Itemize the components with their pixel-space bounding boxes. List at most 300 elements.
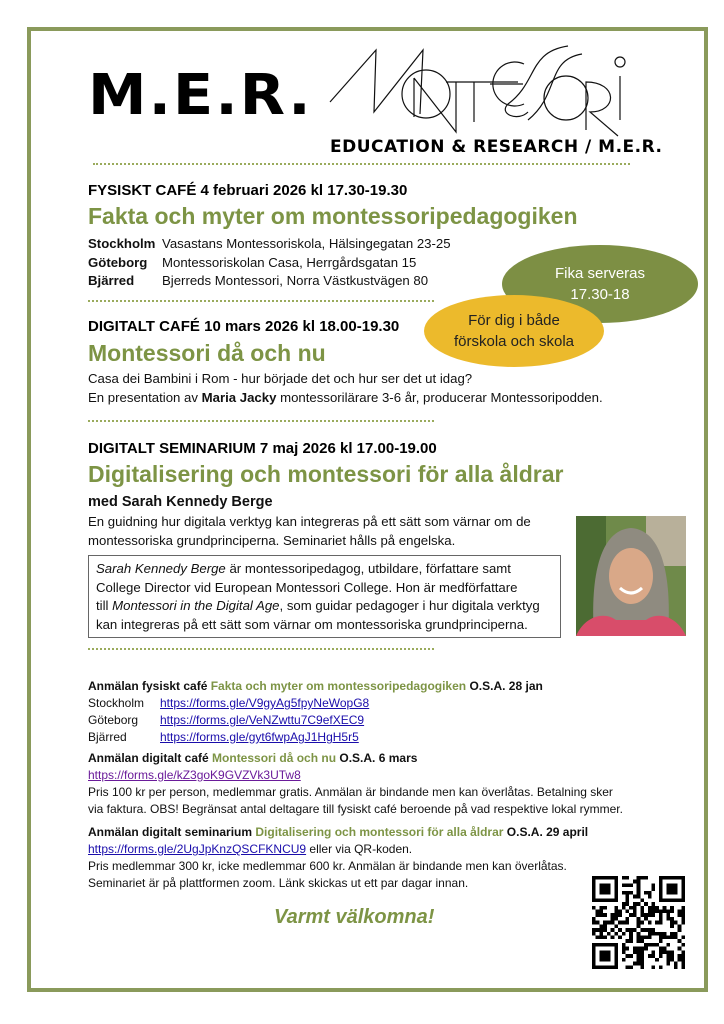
audience-badge <box>424 295 604 367</box>
qr-module <box>670 950 674 954</box>
seminar-info1: Pris medlemmar 300 kr, icke medlemmar 600 kr. Anmälan är bindande men kan överlåtas. <box>88 859 567 873</box>
speaker-bio-box <box>88 555 561 638</box>
registration-physical-heading <box>88 678 543 695</box>
qr-module <box>644 936 648 940</box>
qr-module <box>674 921 678 925</box>
qr-module <box>681 950 685 954</box>
qr-module <box>670 954 674 958</box>
separator <box>88 420 434 422</box>
qr-module <box>652 950 656 954</box>
qr-module <box>596 936 600 940</box>
qr-module <box>648 943 652 947</box>
logo-subtitle: EDUCATION & RESEARCH / M.E.R. <box>330 137 663 157</box>
qr-module <box>681 958 685 962</box>
qr-module <box>622 943 626 947</box>
qr-module <box>681 943 685 947</box>
separator <box>93 163 630 165</box>
registration-seminar <box>88 824 588 892</box>
qr-module <box>644 943 648 947</box>
qr-module <box>659 965 663 969</box>
qr-module <box>640 950 644 954</box>
qr-module <box>625 954 629 958</box>
qr-module <box>637 932 641 936</box>
qr-module <box>599 883 610 894</box>
qr-module <box>622 902 626 906</box>
logo-letter-o2 <box>544 76 588 120</box>
qr-module <box>674 962 678 966</box>
qr-module <box>640 954 644 958</box>
qr-module <box>611 928 615 932</box>
registration-link-digital-cafe[interactable]: https://forms.gle/kZ3goK9GVZVk3UTw8 <box>88 768 301 782</box>
qr-module <box>622 950 626 954</box>
logo-letter-m <box>330 50 423 114</box>
welcome-message: Varmt välkomna! <box>274 906 435 928</box>
qr-module <box>663 936 667 940</box>
qr-module <box>640 947 644 951</box>
qr-module <box>637 917 641 921</box>
qr-module <box>629 954 633 958</box>
qr-module <box>666 913 670 917</box>
qr-module <box>670 958 674 962</box>
qr-module <box>648 895 652 899</box>
qr-module <box>614 913 618 917</box>
qr-module <box>622 906 626 910</box>
qr-module <box>640 958 644 962</box>
event-1-locations <box>88 235 451 291</box>
registration-link-row <box>88 729 543 746</box>
qr-module <box>637 962 641 966</box>
qr-module <box>618 909 622 913</box>
qr-module <box>633 928 637 932</box>
qr-module <box>637 895 641 899</box>
qr-module <box>637 876 641 880</box>
qr-module <box>652 932 656 936</box>
qr-code[interactable] <box>592 876 685 969</box>
digital-cafe-info2: via faktura. OBS! Begränsat antal deltagare till fysiskt café beroende på vad respektive lokal rymmer. <box>88 802 623 816</box>
qr-module <box>678 954 682 958</box>
qr-module <box>592 928 596 932</box>
bio-line3 <box>96 597 553 616</box>
bio-line1 <box>96 560 553 579</box>
qr-module <box>599 928 603 932</box>
qr-module <box>633 950 637 954</box>
qr-module <box>625 895 629 899</box>
qr-module <box>659 932 663 936</box>
digital-cafe-info1: Pris 100 kr per person, medlemmar gratis. Anmälan är bindande men kan överlåtas. Betalning sker <box>88 785 613 799</box>
qr-module <box>659 947 663 951</box>
qr-module <box>648 906 652 910</box>
event-3-description <box>88 513 531 550</box>
qr-module <box>611 936 615 940</box>
qr-module <box>666 954 670 958</box>
qr-module <box>603 924 607 928</box>
qr-module <box>599 906 603 910</box>
registration-link-seminar[interactable]: https://forms.gle/2UgJpKnzQSCFKNCU9 <box>88 842 307 856</box>
qr-module <box>652 906 656 910</box>
qr-module <box>637 887 641 891</box>
qr-module <box>625 909 629 913</box>
qr-module <box>652 909 656 913</box>
qr-module <box>614 924 618 928</box>
reg-city: Bjärred <box>88 730 127 744</box>
event-2-line1: Casa dei Bambini i Rom - hur började det och hur ser det ut idag? <box>88 371 473 386</box>
reg-prefix: Anmälan digitalt café <box>88 751 213 765</box>
qr-module <box>655 943 659 947</box>
reg-event-name: Digitalisering och montessori för alla åldrar <box>255 825 504 839</box>
qr-module <box>663 950 667 954</box>
qr-module <box>666 917 670 921</box>
qr-module <box>678 928 682 932</box>
location-address: Vasastans Montessoriskola, Hälsingegatan 23-25 <box>162 236 451 251</box>
qr-module <box>666 909 670 913</box>
bio-line3-prefix: till <box>96 598 113 613</box>
qr-module <box>640 936 644 940</box>
qr-module <box>622 883 626 887</box>
qr-module <box>659 936 663 940</box>
qr-module <box>663 906 667 910</box>
qr-module <box>644 913 648 917</box>
qr-module <box>666 958 670 962</box>
reg-osa: O.S.A. 28 jan <box>466 679 543 693</box>
qr-modules <box>592 876 685 969</box>
qr-module <box>644 928 648 932</box>
seminar-info2: Seminariet är på plattformen zoom. Länk skickas ut ett par dagar innan. <box>88 876 469 890</box>
qr-module <box>611 917 615 921</box>
reg-event-name: Fakta och myter om montessoripedagogiken <box>210 679 467 693</box>
qr-module <box>607 921 611 925</box>
event-3-line2: montessoriska grundprinciperna. Seminariet hålls på engelska. <box>88 532 456 548</box>
qr-module <box>674 965 678 969</box>
qr-module <box>622 958 626 962</box>
qr-module <box>640 921 644 925</box>
qr-module <box>629 932 633 936</box>
reg-prefix: Anmälan digitalt seminarium <box>88 825 256 839</box>
qr-module <box>625 883 629 887</box>
qr-module <box>644 876 648 880</box>
qr-module <box>652 965 656 969</box>
qr-module <box>670 921 674 925</box>
qr-module <box>678 924 682 928</box>
event-2-title: Montessori då och nu <box>88 340 326 366</box>
registration-link-row <box>88 712 543 729</box>
qr-module <box>659 939 663 943</box>
reg-osa: O.S.A. 6 mars <box>336 751 418 765</box>
registration-link-bjarred[interactable]: https://forms.gle/gyt6fwpAgJ1HgH5r5 <box>160 730 359 744</box>
qr-module <box>614 917 618 921</box>
qr-module <box>607 932 611 936</box>
event-1-title: Fakta och myter om montessoripedagogiken <box>88 203 578 229</box>
qr-module <box>614 932 618 936</box>
location-city: Stockholm <box>88 236 156 251</box>
qr-module <box>648 954 652 958</box>
qr-module <box>640 909 644 913</box>
qr-module <box>659 913 663 917</box>
qr-module <box>637 880 641 884</box>
qr-module <box>625 921 629 925</box>
qr-module <box>611 913 615 917</box>
qr-module <box>637 947 641 951</box>
registration-seminar-heading <box>88 824 588 841</box>
qr-module <box>637 950 641 954</box>
qr-module <box>670 924 674 928</box>
qr-module <box>644 917 648 921</box>
registration-link-stockholm[interactable]: https://forms.gle/V9gyAg5fpyNeWopG8 <box>160 696 370 710</box>
qr-module <box>666 936 670 940</box>
qr-module <box>681 954 685 958</box>
qr-module <box>637 921 641 925</box>
qr-module <box>681 962 685 966</box>
qr-module <box>648 891 652 895</box>
qr-module <box>622 876 626 880</box>
qr-module <box>625 891 629 895</box>
qr-module <box>659 950 663 954</box>
event-2-heading: DIGITALT CAFÉ 10 mars 2026 kl 18.00-19.30 <box>88 318 400 335</box>
qr-module <box>633 962 637 966</box>
qr-module <box>629 939 633 943</box>
qr-module <box>592 921 596 925</box>
qr-module <box>625 965 629 969</box>
reg-osa: O.S.A. 29 april <box>503 825 589 839</box>
qr-module <box>681 936 685 940</box>
registration-digital-cafe <box>88 750 623 818</box>
photo-face <box>609 548 653 604</box>
qr-module <box>633 895 637 899</box>
event-1-heading: FYSISKT CAFÉ 4 februari 2026 kl 17.30-19.30 <box>88 182 408 199</box>
qr-module <box>640 876 644 880</box>
qr-module <box>637 939 641 943</box>
qr-module <box>681 909 685 913</box>
qr-module <box>652 913 656 917</box>
registration-link-row <box>88 695 543 712</box>
qr-module <box>663 909 667 913</box>
qr-module <box>599 924 603 928</box>
qr-module <box>625 902 629 906</box>
qr-module <box>629 906 633 910</box>
bio-book-title: Montessori in the Digital Age <box>112 598 280 613</box>
qr-module <box>633 909 637 913</box>
qr-module <box>629 965 633 969</box>
qr-module <box>652 943 656 947</box>
qr-module <box>629 936 633 940</box>
qr-module <box>603 936 607 940</box>
qr-module <box>655 909 659 913</box>
speaker-photo <box>576 516 686 636</box>
qr-module <box>648 909 652 913</box>
seminar-link-line <box>88 841 588 858</box>
event-2-description <box>88 370 603 407</box>
event-2-line2-prefix: En presentation av <box>88 389 202 405</box>
qr-module <box>655 921 659 925</box>
qr-module <box>633 947 637 951</box>
seminar-link-suffix: eller via QR-koden. <box>306 842 413 856</box>
qr-module <box>655 906 659 910</box>
qr-module <box>622 932 626 936</box>
qr-module <box>603 928 607 932</box>
qr-module <box>655 932 659 936</box>
qr-module <box>644 947 648 951</box>
event-3-line1: En guidning hur digitala verktyg kan integreras på ett sätt som värnar om de <box>88 514 531 529</box>
qr-module <box>652 887 656 891</box>
qr-module <box>655 958 659 962</box>
qr-module <box>678 939 682 943</box>
qr-module <box>592 932 596 936</box>
qr-module <box>659 954 663 958</box>
qr-module <box>622 891 626 895</box>
qr-module <box>681 906 685 910</box>
reg-prefix: Anmälan fysiskt café <box>88 679 211 693</box>
qr-module <box>674 936 678 940</box>
qr-module <box>633 880 637 884</box>
qr-module <box>648 928 652 932</box>
qr-module <box>603 906 607 910</box>
qr-module <box>640 965 644 969</box>
qr-module <box>629 891 633 895</box>
qr-module <box>633 906 637 910</box>
qr-module <box>592 917 596 921</box>
registration-digital-cafe-heading <box>88 750 623 767</box>
qr-module <box>681 921 685 925</box>
qr-module <box>614 909 618 913</box>
qr-module <box>603 913 607 917</box>
qr-module <box>648 936 652 940</box>
logo-letter-t <box>446 82 518 122</box>
qr-module <box>666 950 670 954</box>
qr-module <box>666 883 677 894</box>
qr-module <box>666 943 670 947</box>
qr-module <box>603 921 607 925</box>
registration-physical <box>88 678 543 746</box>
qr-module <box>637 924 641 928</box>
qr-module <box>652 883 656 887</box>
qr-module <box>681 965 685 969</box>
location-row <box>88 254 451 273</box>
qr-module <box>629 883 633 887</box>
location-address: Montessoriskolan Casa, Herrgårdsgatan 15 <box>162 254 417 270</box>
qr-module <box>622 921 626 925</box>
qr-module <box>625 898 629 902</box>
qr-module <box>648 913 652 917</box>
qr-module <box>663 947 667 951</box>
qr-module <box>592 906 596 910</box>
location-row <box>88 235 451 254</box>
qr-module <box>618 921 622 925</box>
qr-module <box>596 928 600 932</box>
qr-module <box>659 909 663 913</box>
qr-module <box>629 913 633 917</box>
fika-badge-line1: Fika serveras <box>554 265 646 282</box>
event-2-line2 <box>88 389 603 408</box>
qr-module <box>640 962 644 966</box>
event-3-heading: DIGITALT SEMINARIUM 7 maj 2026 kl 17.00-19.00 <box>88 440 437 457</box>
location-row <box>88 272 451 291</box>
qr-module <box>618 913 622 917</box>
qr-module <box>670 932 674 936</box>
qr-module <box>633 913 637 917</box>
qr-module <box>625 876 629 880</box>
qr-module <box>618 928 622 932</box>
location-city: Göteborg <box>88 254 148 270</box>
qr-module <box>637 891 641 895</box>
qr-module <box>614 906 618 910</box>
qr-module <box>596 913 600 917</box>
event-2-line2-suffix: montessorilärare 3-6 år, producerar Montessoripodden. <box>276 389 603 405</box>
qr-module <box>599 909 603 913</box>
bio-line3-suffix: , som guidar pedagoger i hur digitala verktyg <box>279 598 540 613</box>
qr-module <box>659 921 663 925</box>
qr-module <box>678 913 682 917</box>
location-address: Bjerreds Montessori, Norra Västkustvägen 80 <box>162 273 429 288</box>
qr-module <box>640 913 644 917</box>
qr-module <box>659 917 663 921</box>
qr-module <box>678 909 682 913</box>
qr-module <box>599 950 610 961</box>
qr-module <box>678 958 682 962</box>
qr-module <box>640 939 644 943</box>
qr-module <box>670 906 674 910</box>
qr-module <box>663 932 667 936</box>
qr-module <box>666 962 670 966</box>
separator <box>88 300 434 302</box>
qr-module <box>648 932 652 936</box>
qr-module <box>670 917 674 921</box>
logo-letter-e <box>490 62 524 106</box>
qr-module <box>640 898 644 902</box>
qr-module <box>637 958 641 962</box>
event-3-title: Digitalisering och montessori för alla åldrar <box>88 461 564 487</box>
qr-module <box>629 928 633 932</box>
qr-module <box>599 913 603 917</box>
qr-module <box>596 921 600 925</box>
qr-module <box>637 936 641 940</box>
logo-letter-s2 <box>528 54 582 120</box>
qr-module <box>670 936 674 940</box>
qr-module <box>633 902 637 906</box>
qr-module <box>625 928 629 932</box>
bio-line4: kan integreras på ett sätt som värnar om montessoriska grundprinciperna. <box>96 616 528 632</box>
audience-badge-line2: förskola och skola <box>453 333 575 350</box>
reg-city: Stockholm <box>88 696 145 710</box>
qr-module <box>637 902 641 906</box>
bio-line2: College Director vid European Montessori College. Hon är medförfattare <box>96 579 518 595</box>
reg-city: Göteborg <box>88 713 139 727</box>
mer-logo: M.E.R. <box>88 63 313 128</box>
qr-module <box>611 921 615 925</box>
qr-module <box>622 947 626 951</box>
reg-event-name: Montessori då och nu <box>212 751 337 765</box>
qr-module <box>596 909 600 913</box>
registration-link-goteborg[interactable]: https://forms.gle/VeNZwttu7C9efXEC9 <box>160 713 365 727</box>
qr-module <box>670 909 674 913</box>
qr-module <box>637 883 641 887</box>
event-3-subtitle: med Sarah Kennedy Berge <box>88 494 273 510</box>
qr-module <box>678 947 682 951</box>
logo-letter-r <box>586 82 618 136</box>
qr-module <box>681 917 685 921</box>
qr-module <box>648 921 652 925</box>
qr-module <box>599 936 603 940</box>
audience-badge-line1: För dig i både <box>468 312 560 329</box>
qr-module <box>637 954 641 958</box>
qr-module <box>681 913 685 917</box>
qr-module <box>652 954 656 958</box>
location-city: Bjärred <box>88 273 135 288</box>
logo-dot <box>615 57 625 67</box>
qr-module <box>618 936 622 940</box>
qr-module <box>644 902 648 906</box>
qr-module <box>644 891 648 895</box>
qr-module <box>640 906 644 910</box>
qr-module <box>674 932 678 936</box>
